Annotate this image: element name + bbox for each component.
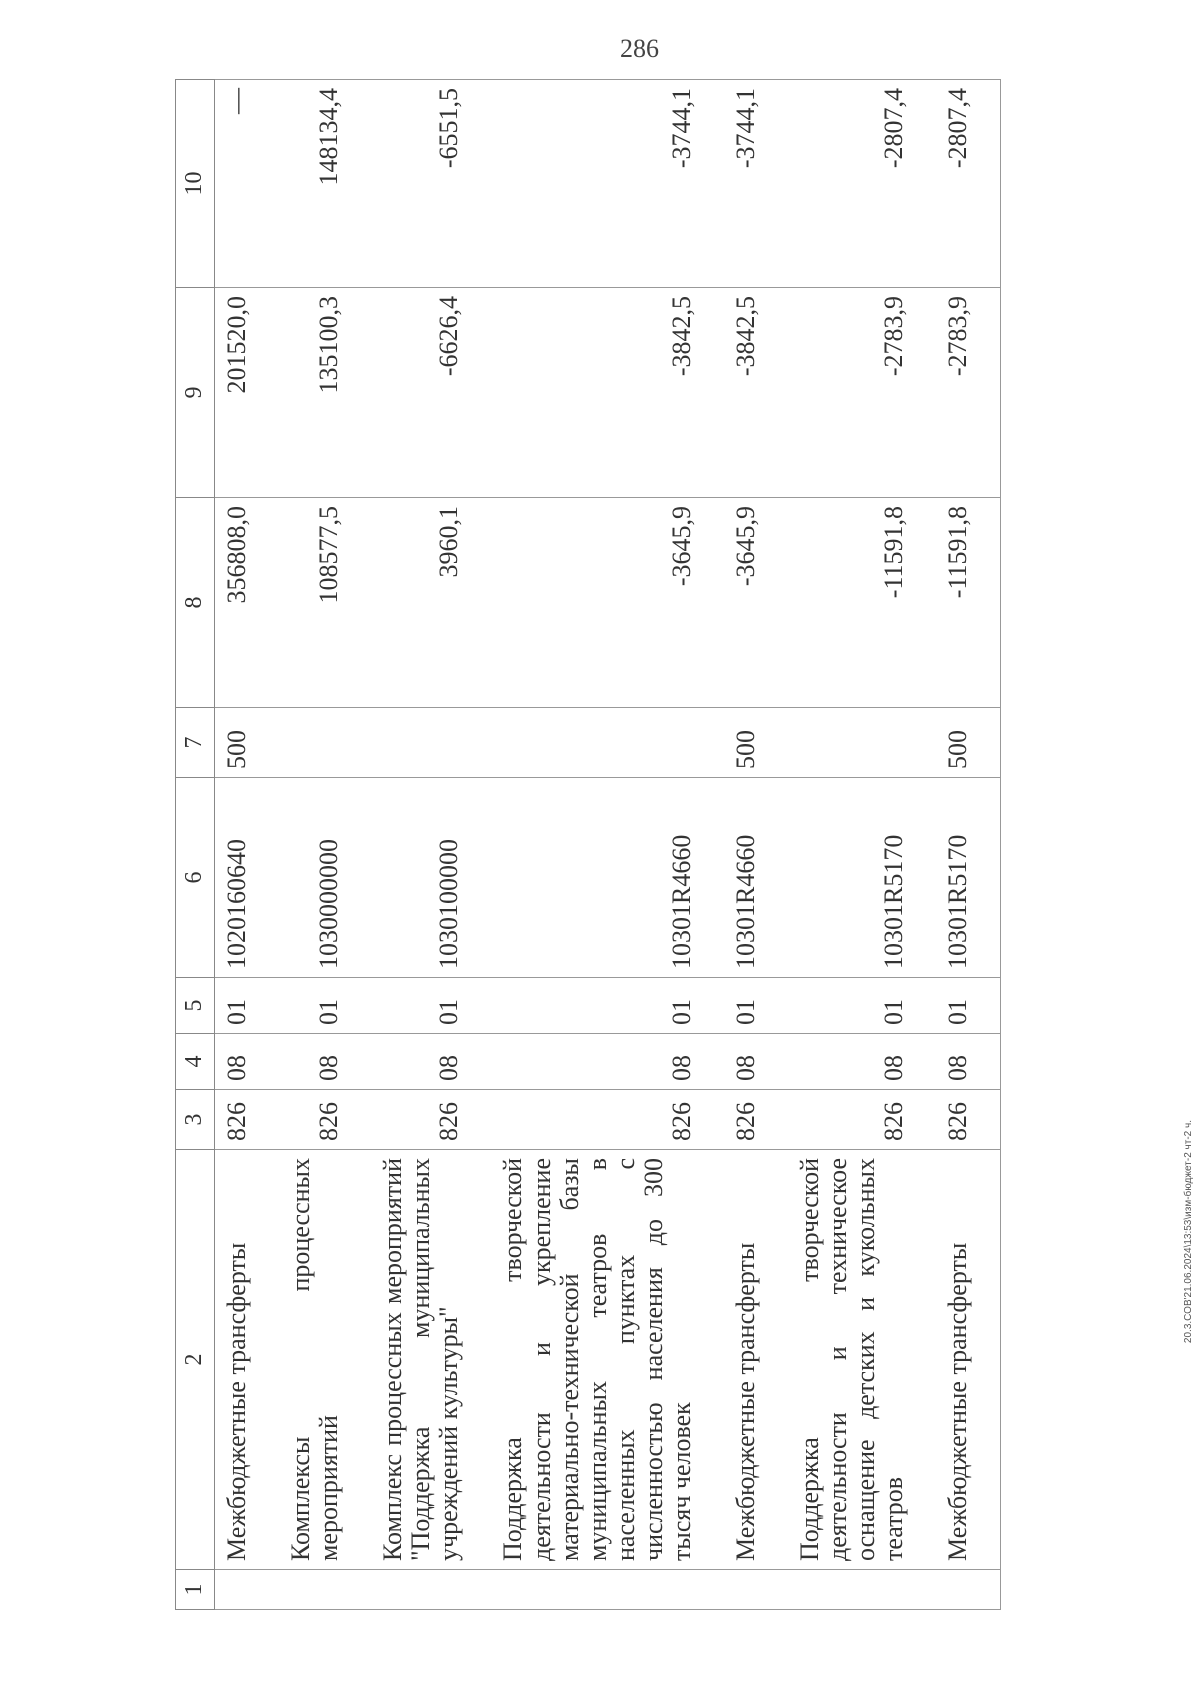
- header-cell: 3: [176, 1090, 215, 1150]
- cell-ministry-code: 826: [724, 1090, 788, 1150]
- cell-amount-col10: -3744,1: [491, 80, 724, 288]
- header-cell: 6: [176, 778, 215, 978]
- cell-ministry-code: 826: [279, 1090, 371, 1150]
- cell-subsection: 01: [279, 978, 371, 1034]
- cell-section: 08: [788, 1034, 936, 1090]
- cell-target-article: 1020160640: [215, 778, 280, 978]
- page-number: 286: [620, 34, 659, 63]
- table-row: [215, 80, 280, 1610]
- cell-ministry-code: 826: [215, 1090, 280, 1150]
- cell-target-article: 1030000000: [279, 778, 371, 978]
- table-header-row: [176, 80, 215, 1610]
- cell-expense-type: 500: [724, 708, 788, 778]
- header-cell: 7: [176, 708, 215, 778]
- cell-amount-col9: -6626,4: [371, 288, 491, 498]
- cell-col1: [936, 1570, 1001, 1610]
- cell-col1: [279, 1570, 371, 1610]
- cell-amount-col10: -2807,4: [936, 80, 1001, 288]
- header-cell: 10: [176, 80, 215, 288]
- cell-col1: [371, 1570, 491, 1610]
- cell-target-article: 10301R4660: [724, 778, 788, 978]
- cell-amount-col10: 148134,4: [279, 80, 371, 288]
- header-cell: 1: [176, 1570, 215, 1610]
- table-row: [724, 80, 788, 1610]
- header-cell: 4: [176, 1034, 215, 1090]
- cell-section: 08: [491, 1034, 724, 1090]
- cell-amount-col10: -3744,1: [724, 80, 788, 288]
- cell-expense-type: [279, 708, 371, 778]
- table-row: [788, 80, 936, 1610]
- cell-ministry-code: 826: [491, 1090, 724, 1150]
- cell-amount-col9: -2783,9: [936, 288, 1001, 498]
- cell-description: Межбюджетные трансферты: [215, 1150, 280, 1570]
- cell-subsection: 01: [724, 978, 788, 1034]
- table-row: [371, 80, 491, 1610]
- cell-ministry-code: 826: [371, 1090, 491, 1150]
- header-cell: 8: [176, 498, 215, 708]
- cell-description: Комплексы процессных мероприятий: [279, 1150, 371, 1570]
- cell-target-article: 1030100000: [371, 778, 491, 978]
- header-cell: 5: [176, 978, 215, 1034]
- cell-amount-col10: —: [215, 80, 280, 288]
- cell-ministry-code: 826: [788, 1090, 936, 1150]
- cell-ministry-code: 826: [936, 1090, 1001, 1150]
- table-row: [936, 80, 1001, 1610]
- cell-target-article: 10301R4660: [491, 778, 724, 978]
- side-note-text: 20.3.СОВ'21.06.2024\13:53\изм-бюджет-2 чт-2 ч.: [1183, 1120, 1194, 1344]
- cell-amount-col8: -3645,9: [724, 498, 788, 708]
- cell-expense-type: 500: [936, 708, 1001, 778]
- cell-target-article: 10301R5170: [788, 778, 936, 978]
- cell-amount-col8: 356808,0: [215, 498, 280, 708]
- budget-table: [175, 79, 1001, 1610]
- cell-col1: [491, 1570, 724, 1610]
- cell-amount-col9: -3842,5: [724, 288, 788, 498]
- cell-amount-col8: -11591,8: [788, 498, 936, 708]
- header-cell: 2: [176, 1150, 215, 1570]
- cell-section: 08: [936, 1034, 1001, 1090]
- side-note: [1183, 1120, 1195, 1680]
- cell-amount-col10: -6551,5: [371, 80, 491, 288]
- cell-expense-type: [491, 708, 724, 778]
- cell-col1: [724, 1570, 788, 1610]
- cell-amount-col8: -3645,9: [491, 498, 724, 708]
- cell-expense-type: [788, 708, 936, 778]
- cell-description: Поддержка творческой деятельности и техническое оснащение детских и кукольных театров: [788, 1150, 936, 1570]
- cell-amount-col10: -2807,4: [788, 80, 936, 288]
- cell-description: Межбюджетные трансферты: [936, 1150, 1001, 1570]
- cell-amount-col8: 108577,5: [279, 498, 371, 708]
- cell-section: 08: [371, 1034, 491, 1090]
- cell-description: Межбюджетные трансферты: [724, 1150, 788, 1570]
- cell-subsection: 01: [371, 978, 491, 1034]
- cell-amount-col9: 201520,0: [215, 288, 280, 498]
- cell-subsection: 01: [936, 978, 1001, 1034]
- cell-amount-col9: -3842,5: [491, 288, 724, 498]
- rotated-table-container: [175, 80, 1175, 1610]
- header-cell: 9: [176, 288, 215, 498]
- cell-expense-type: 500: [215, 708, 280, 778]
- cell-amount-col9: -2783,9: [788, 288, 936, 498]
- cell-col1: [215, 1570, 280, 1610]
- cell-col1: [788, 1570, 936, 1610]
- cell-section: 08: [279, 1034, 371, 1090]
- table-row: [279, 80, 371, 1610]
- table-row: [491, 80, 724, 1610]
- cell-expense-type: [371, 708, 491, 778]
- cell-subsection: 01: [215, 978, 280, 1034]
- cell-subsection: 01: [491, 978, 724, 1034]
- cell-section: 08: [215, 1034, 280, 1090]
- cell-amount-col8: -11591,8: [936, 498, 1001, 708]
- cell-target-article: 10301R5170: [936, 778, 1001, 978]
- cell-amount-col9: 135100,3: [279, 288, 371, 498]
- cell-description: Комплекс процессных мероприятий "Поддержка муниципальных учреждений культуры": [371, 1150, 491, 1570]
- cell-description: Поддержка творческой деятельности и укрепление материально-технической базы муниципальных театров в населенных пунктах с численностью населения до 300 тысяч человек: [491, 1150, 724, 1570]
- cell-subsection: 01: [788, 978, 936, 1034]
- cell-amount-col8: 3960,1: [371, 498, 491, 708]
- cell-section: 08: [724, 1034, 788, 1090]
